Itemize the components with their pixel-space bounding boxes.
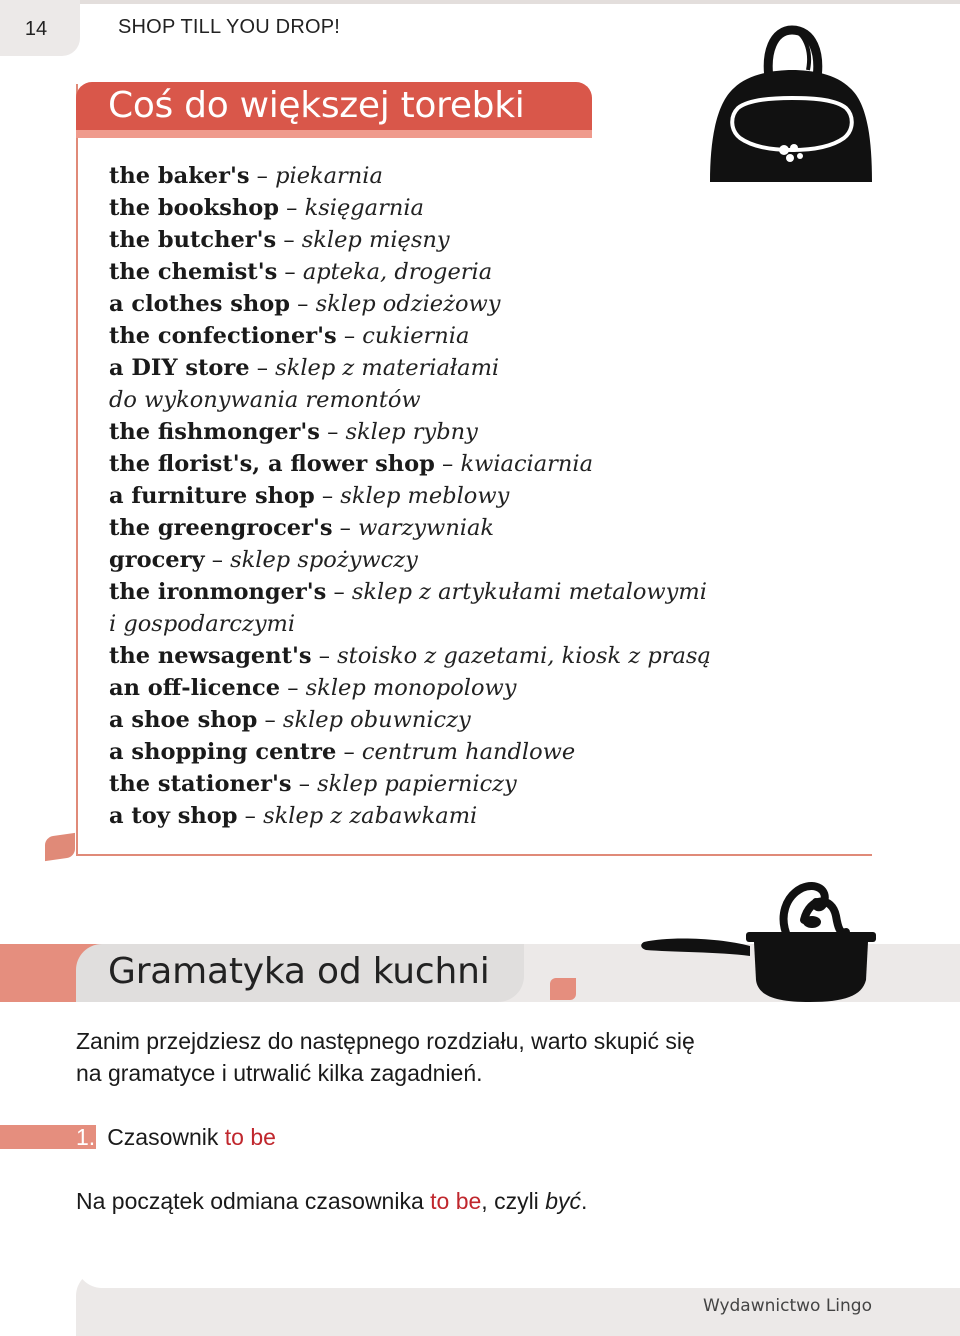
vocab-item xyxy=(109,704,711,736)
vocab-term-pl: sklep monopolowy xyxy=(305,675,517,701)
vocab-term-pl: sklep odzieżowy xyxy=(315,291,501,317)
vocab-term-en: the confectioner's xyxy=(109,323,337,349)
vocab-item xyxy=(109,320,711,352)
vocab-dash: – xyxy=(280,675,306,701)
vocab-item xyxy=(109,672,711,704)
vocab-item xyxy=(109,768,711,800)
vocab-term-en: the stationer's xyxy=(109,771,292,797)
vocab-dash: – xyxy=(249,355,276,381)
vocab-term-pl: stoisko z gazetami, kiosk z prasą xyxy=(337,643,711,669)
vocab-term-pl: sklep rybny xyxy=(345,419,478,445)
vocab-term-en: the ironmonger's xyxy=(109,579,327,605)
vocab-dash: – xyxy=(319,419,346,445)
grammar-intro xyxy=(76,1025,796,1089)
vocab-term-en: the baker's xyxy=(109,163,250,189)
vocab-term-pl: sklep z zabawkami xyxy=(263,803,478,829)
vocab-item xyxy=(109,512,711,544)
vocab-term-pl: do wykonywania remontów xyxy=(109,387,421,413)
vocab-term-en: the florist's, a flower shop xyxy=(109,451,435,477)
chapter-title: SHOP TILL YOU DROP! xyxy=(118,16,341,38)
vocab-dash: – xyxy=(279,195,305,221)
vocab-dash: – xyxy=(290,291,316,317)
vocab-dash: – xyxy=(237,803,264,829)
vocab-term-pl: centrum handlowe xyxy=(361,739,576,765)
vocab-item xyxy=(109,160,711,192)
vocab-term-en: the bookshop xyxy=(109,195,280,221)
vocab-dash: – xyxy=(311,643,338,669)
vocab-item xyxy=(109,288,711,320)
vocab-dash: – xyxy=(434,451,461,477)
vocab-term-pl: sklep papierniczy xyxy=(317,771,517,797)
vocab-dash: – xyxy=(332,515,359,541)
vocab-term-en: grocery xyxy=(109,547,205,573)
paragraph-start: Na początek odmiana czasownika xyxy=(76,1188,424,1214)
paragraph-end: . xyxy=(580,1188,588,1214)
paragraph-mid: , czyli xyxy=(481,1188,539,1214)
grammar-banner-tab xyxy=(550,978,576,1000)
vocab-item xyxy=(109,224,711,256)
vocab-term-pl: piekarnia xyxy=(275,163,383,189)
vocab-item xyxy=(109,576,711,608)
vocab-term-pl: sklep z artykułami metalowymi xyxy=(351,579,707,605)
section-label: Czasownik xyxy=(107,1124,219,1150)
vocab-item xyxy=(109,544,711,576)
vocab-item xyxy=(109,256,711,288)
vocab-item xyxy=(109,640,711,672)
grammar-intro-line-1: Zanim przejdziesz do następnego rozdziału, warto skupić się xyxy=(76,1028,695,1054)
vocab-term-pl: i gospodarczymi xyxy=(109,611,296,637)
vocabulary-box-tab xyxy=(45,833,75,861)
section-term: to be xyxy=(224,1124,276,1150)
vocab-dash: – xyxy=(277,259,303,285)
vocab-dash: – xyxy=(257,707,283,733)
vocab-term-en: the greengrocer's xyxy=(109,515,333,541)
grammar-intro-line-2: na gramatyce i utrwalić kilka zagadnień. xyxy=(76,1060,483,1086)
vocab-term-en: a furniture shop xyxy=(109,483,315,509)
vocab-item xyxy=(109,192,711,224)
vocab-item xyxy=(109,352,711,384)
vocab-term-en: the fishmonger's xyxy=(109,419,320,445)
vocab-item xyxy=(109,480,711,512)
vocab-item xyxy=(109,736,711,768)
section-number: 1. xyxy=(76,1124,96,1150)
vocab-term-pl: księgarnia xyxy=(304,195,424,221)
vocab-term-en: the butcher's xyxy=(109,227,277,253)
vocab-term-pl: sklep obuwniczy xyxy=(282,707,471,733)
vocab-term-pl: sklep z materiałami xyxy=(275,355,500,381)
vocab-term-pl: sklep mięsny xyxy=(301,227,450,253)
vocab-term-pl: cukiernia xyxy=(362,323,470,349)
section-heading xyxy=(76,1122,276,1152)
vocab-item xyxy=(109,416,711,448)
vocabulary-list xyxy=(109,160,711,832)
vocab-dash: – xyxy=(314,483,341,509)
vocab-item xyxy=(109,384,711,416)
vocab-term-en: a clothes shop xyxy=(109,291,290,317)
vocab-term-pl: apteka, drogeria xyxy=(302,259,493,285)
vocab-item xyxy=(109,800,711,832)
paragraph-term: to be xyxy=(430,1188,482,1214)
vocab-term-en: a shoe shop xyxy=(109,707,258,733)
grammar-paragraph xyxy=(76,1186,587,1216)
vocab-item xyxy=(109,448,711,480)
header-rule xyxy=(80,0,960,4)
vocab-item xyxy=(109,608,711,640)
vocab-dash: – xyxy=(336,739,362,765)
vocab-term-en: a shopping centre xyxy=(109,739,337,765)
vocab-term-pl: sklep meblowy xyxy=(340,483,510,509)
vocab-term-pl: kwiaciarnia xyxy=(460,451,594,477)
grammar-title: Gramatyka od kuchni xyxy=(108,951,490,992)
vocab-term-en: the chemist's xyxy=(109,259,278,285)
vocab-dash: – xyxy=(291,771,318,797)
vocab-term-en: an off-licence xyxy=(109,675,281,701)
vocab-term-en: the newsagent's xyxy=(109,643,312,669)
publisher-name: Wydawnictwo Lingo xyxy=(702,1296,872,1316)
vocab-dash: – xyxy=(204,547,231,573)
vocab-dash: – xyxy=(276,227,302,253)
vocabulary-title: Coś do większej torebki xyxy=(108,85,525,126)
vocab-dash: – xyxy=(249,163,276,189)
vocab-term-en: a DIY store xyxy=(109,355,250,381)
vocab-term-pl: warzywniak xyxy=(358,515,495,541)
vocab-term-en: a toy shop xyxy=(109,803,238,829)
footer-curve xyxy=(76,1230,960,1288)
paragraph-italic-word: być xyxy=(545,1188,581,1214)
vocab-dash: – xyxy=(336,323,363,349)
vocab-term-pl: sklep spożywczy xyxy=(230,547,418,573)
page-number: 14 xyxy=(24,18,48,40)
cooking-pot-icon xyxy=(640,876,876,1004)
vocab-dash: – xyxy=(326,579,352,605)
